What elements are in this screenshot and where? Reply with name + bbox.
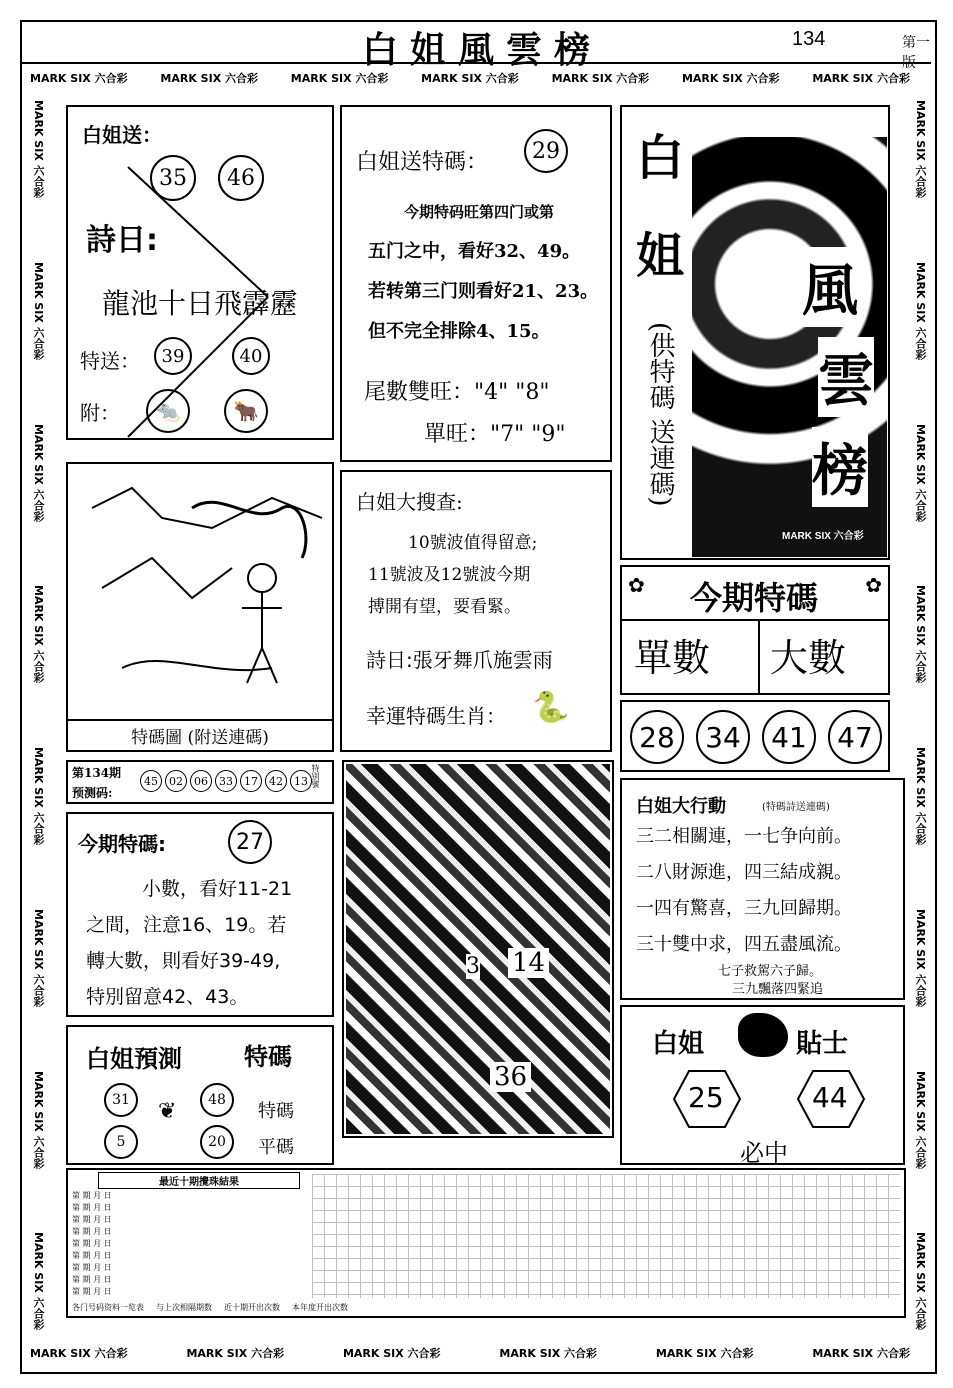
baijie-forecast-box bbox=[66, 1025, 334, 1165]
b7-num-2: 34 bbox=[696, 710, 750, 764]
b14-foot-2: 与上次相隔期数 bbox=[156, 1303, 212, 1312]
border-text: MARK SIX 六合彩 bbox=[32, 423, 45, 522]
b14-row: 第 期 月 日 bbox=[72, 1287, 112, 1296]
b5-title: 白姐大搜查: bbox=[356, 490, 463, 514]
b14-row: 第 期 月 日 bbox=[72, 1263, 112, 1272]
left-border-strip bbox=[30, 100, 46, 1330]
b3-char-1: 白 bbox=[636, 130, 685, 186]
tema-picture-box bbox=[66, 462, 334, 752]
b2-title: 白姐送特碼： bbox=[356, 150, 489, 175]
b3-char-4: 雲 bbox=[818, 337, 874, 417]
border-text: MARK SIX 六合彩 bbox=[914, 261, 927, 360]
border-text: MARK SIX 六合彩 bbox=[551, 72, 650, 85]
b3-char-5: 榜 bbox=[812, 427, 868, 507]
b7-num-1: 28 bbox=[630, 710, 684, 764]
b8-num: 02 bbox=[165, 770, 187, 792]
b9-title: 今期特碼: bbox=[78, 832, 166, 856]
border-text: MARK SIX 六合彩 bbox=[499, 1347, 598, 1360]
b10-num-14: 14 bbox=[508, 948, 549, 978]
flower-icon: ✿ bbox=[865, 573, 882, 597]
b13-num-48: 48 bbox=[200, 1083, 234, 1117]
border-text: MARK SIX 六合彩 bbox=[914, 423, 927, 522]
border-text: MARK SIX 六合彩 bbox=[32, 585, 45, 683]
top-border-strip bbox=[30, 70, 910, 86]
edition-label: 第一版 bbox=[902, 34, 930, 70]
b14-dot-grid bbox=[312, 1174, 900, 1298]
b8-num: 17 bbox=[240, 770, 262, 792]
b1-num1: 35 bbox=[150, 155, 196, 201]
b14-row: 第 期 月 日 bbox=[72, 1191, 112, 1200]
b6-opt-1: 單數 bbox=[634, 636, 711, 680]
b14-foot-1: 各门号码资料一览表 bbox=[72, 1303, 144, 1312]
b13-num-5: 5 bbox=[104, 1125, 138, 1159]
b11-sub: (特碼詩送連碼) bbox=[762, 802, 830, 813]
four-numbers-box bbox=[620, 700, 890, 772]
b12-foot: 必中 bbox=[740, 1139, 788, 1167]
baijie-tips-box bbox=[620, 1005, 905, 1165]
b2-num: 29 bbox=[524, 129, 568, 173]
flower-icon: ✿ bbox=[628, 573, 645, 597]
b12-num-1: 25 bbox=[688, 1081, 724, 1114]
border-text: MARK SIX 六合彩 bbox=[32, 261, 45, 360]
b12-blot bbox=[738, 1013, 788, 1057]
b12-title-1: 白姐 bbox=[652, 1029, 705, 1059]
border-text: MARK SIX 六合彩 bbox=[914, 1232, 927, 1330]
b3-paren: (供特碼 送連碼) bbox=[642, 322, 679, 552]
b2-line-2: 五门之中，看好32、49。 bbox=[368, 241, 581, 262]
b8-num: 13 bbox=[290, 770, 312, 792]
border-text: MARK SIX 六合彩 bbox=[812, 72, 910, 85]
b14-row: 第 期 月 日 bbox=[72, 1203, 112, 1212]
leaf-icon: ❦ bbox=[158, 1099, 177, 1124]
b8-num: 42 bbox=[265, 770, 287, 792]
b2-line-3: 若转第三门则看好21、23。 bbox=[368, 281, 599, 302]
b8-num: 45 bbox=[140, 770, 162, 792]
b11-line-2: 二八財源進，四三結成親。 bbox=[636, 862, 852, 883]
issue-number: 134 bbox=[792, 28, 826, 50]
b14-foot-3: 近十期开出次数 bbox=[224, 1303, 280, 1312]
b10-num-3: 3 bbox=[466, 954, 480, 979]
results-table-box bbox=[66, 1168, 906, 1318]
b1-poem: 龍池十日飛霹靂 bbox=[102, 287, 299, 320]
b11-title: 白姐大行動 bbox=[636, 796, 726, 817]
b12-num-2: 44 bbox=[812, 1081, 848, 1114]
b13-label-2: 平碼 bbox=[258, 1137, 294, 1158]
b8-num: 06 bbox=[190, 770, 212, 792]
b2-tail-single: 單旺："7" "9" bbox=[424, 422, 566, 447]
photo-numbers-box bbox=[342, 760, 614, 1138]
b1-tesong2: 40 bbox=[232, 337, 270, 375]
b7-num-4: 47 bbox=[828, 710, 882, 764]
b3-char-3: 風 bbox=[802, 247, 858, 327]
b14-rows bbox=[72, 1190, 312, 1298]
header bbox=[22, 22, 931, 71]
b4-caption: 特碼圖 (附送連碼) bbox=[68, 719, 332, 750]
b1-title: 白姐送： bbox=[82, 123, 162, 147]
b14-row: 第 期 月 日 bbox=[72, 1239, 112, 1248]
snake-icon: 🐍 bbox=[532, 690, 570, 725]
b11-line-3: 一四有驚喜，三九回歸期。 bbox=[636, 898, 852, 919]
b5-line-2: 11號波及12號波今期 bbox=[368, 565, 531, 585]
b5-line-3: 搏開有望，要看緊。 bbox=[368, 597, 521, 617]
b14-row: 第 期 月 日 bbox=[72, 1251, 112, 1260]
border-text: MARK SIX 六合彩 bbox=[290, 72, 389, 85]
border-text: MARK SIX 六合彩 bbox=[655, 1347, 754, 1360]
b9-line-2: 之間，注意16、19。若 bbox=[86, 914, 287, 936]
border-text: MARK SIX 六合彩 bbox=[914, 1070, 927, 1169]
b11-line-1: 三二相關連，一七争向前。 bbox=[636, 826, 852, 847]
b6-opt-2: 大數 bbox=[770, 636, 847, 680]
border-text: MARK SIX 六合彩 bbox=[32, 100, 45, 198]
b14-row: 第 期 月 日 bbox=[72, 1215, 112, 1224]
right-border-strip bbox=[912, 100, 928, 1330]
b8-side: 特别號 bbox=[311, 764, 320, 788]
b1-fu-label: 附： bbox=[80, 401, 120, 425]
b6-divider bbox=[622, 619, 888, 621]
b13-num-20: 20 bbox=[200, 1125, 234, 1159]
b14-foot-4: 本年度开出次数 bbox=[292, 1303, 348, 1312]
b13-label-1: 特碼 bbox=[258, 1101, 294, 1122]
border-text: MARK SIX 六合彩 bbox=[32, 747, 45, 845]
b8-nums bbox=[140, 770, 315, 792]
b8-period: 第134期 bbox=[72, 766, 122, 780]
jinqi-tema-box bbox=[620, 565, 890, 695]
border-text: MARK SIX 六合彩 bbox=[421, 72, 519, 85]
b14-row: 第 期 月 日 bbox=[72, 1275, 112, 1284]
border-text: MARK SIX 六合彩 bbox=[186, 1347, 285, 1360]
b5-line-1: 10號波值得留意; bbox=[408, 533, 538, 553]
border-text: MARK SIX 六合彩 bbox=[681, 72, 780, 85]
b14-foot bbox=[72, 1302, 348, 1313]
b11-line-4: 三十雙中求，四五盡風流。 bbox=[636, 934, 852, 955]
border-text: MARK SIX 六合彩 bbox=[812, 1347, 910, 1360]
border-text: MARK SIX 六合彩 bbox=[914, 100, 927, 198]
border-text: MARK SIX 六合彩 bbox=[32, 908, 45, 1007]
b13-badge: 特碼 bbox=[244, 1042, 292, 1071]
b5-poem: 詩日:張牙舞爪施雲雨 bbox=[366, 648, 553, 672]
b1-poem-label: 詩日: bbox=[86, 223, 158, 258]
b9-line-4: 特別留意42、43。 bbox=[86, 986, 249, 1008]
b9-num: 27 bbox=[228, 820, 272, 864]
b2-line-1: 今期特码旺第四门或第 bbox=[404, 203, 555, 221]
border-text: MARK SIX 六合彩 bbox=[342, 1347, 441, 1360]
border-text: MARK SIX 六合彩 bbox=[32, 1232, 45, 1330]
b8-num: 33 bbox=[215, 770, 237, 792]
ox-icon: 🐂 bbox=[224, 389, 268, 433]
border-text: MARK SIX 六合彩 bbox=[32, 1070, 45, 1169]
baijie-song-box bbox=[66, 105, 334, 440]
woman-photo-2 bbox=[346, 764, 610, 1134]
fengyunbang-box bbox=[620, 105, 890, 560]
b9-line-1: 小數，看好11-21 bbox=[142, 878, 293, 900]
b3-logo: MARK SIX 六合彩 bbox=[782, 531, 864, 542]
landscape-illustration bbox=[72, 468, 330, 718]
b2-line-4: 但不完全排除4、15。 bbox=[368, 321, 550, 342]
b14-row: 第 期 月 日 bbox=[72, 1227, 112, 1236]
border-text: MARK SIX 六合彩 bbox=[30, 72, 128, 85]
border-text: MARK SIX 六合彩 bbox=[30, 1347, 128, 1360]
b6-vline bbox=[758, 619, 760, 693]
b12-title-2: 貼士 bbox=[796, 1029, 849, 1059]
b14-title: 最近十期攪珠結果 bbox=[98, 1172, 300, 1189]
border-text: MARK SIX 六合彩 bbox=[914, 908, 927, 1007]
b1-num2: 46 bbox=[218, 155, 264, 201]
baijie-tema-box bbox=[340, 105, 612, 462]
b3-char-2: 姐 bbox=[636, 228, 685, 284]
b1-tesong-label: 特送： bbox=[80, 349, 140, 373]
baijie-action-box bbox=[620, 778, 905, 1000]
b8-label: 预测码: bbox=[72, 786, 113, 800]
b2-tail-double: 尾數雙旺："4" "8" bbox=[364, 380, 550, 405]
b13-num-31: 31 bbox=[104, 1083, 138, 1117]
border-text: MARK SIX 六合彩 bbox=[160, 72, 258, 85]
b11-foot-1: 七子救駕六子歸。 bbox=[718, 964, 823, 979]
border-text: MARK SIX 六合彩 bbox=[914, 585, 927, 683]
b6-title: 今期特碼 bbox=[689, 579, 818, 617]
prediction-code-box bbox=[66, 760, 334, 804]
b11-foot-2: 三九飄落四緊追 bbox=[732, 982, 824, 997]
jinqi-tema-27-box bbox=[66, 812, 334, 1017]
bottom-border-strip bbox=[30, 1345, 910, 1361]
b7-num-3: 41 bbox=[762, 710, 816, 764]
baijie-search-box bbox=[340, 470, 612, 752]
b13-title: 白姐預測 bbox=[86, 1045, 182, 1073]
b9-line-3: 轉大數，則看好39-49, bbox=[86, 950, 281, 972]
rat-icon: 🐀 bbox=[146, 389, 190, 433]
page-title: 白姐風雲榜 bbox=[362, 29, 603, 71]
b10-num-36: 36 bbox=[490, 1062, 531, 1092]
border-text: MARK SIX 六合彩 bbox=[914, 747, 927, 845]
diagonal-line bbox=[68, 107, 336, 442]
b1-tesong1: 39 bbox=[154, 337, 192, 375]
b5-lucky: 幸運特碼生肖： bbox=[366, 704, 506, 728]
